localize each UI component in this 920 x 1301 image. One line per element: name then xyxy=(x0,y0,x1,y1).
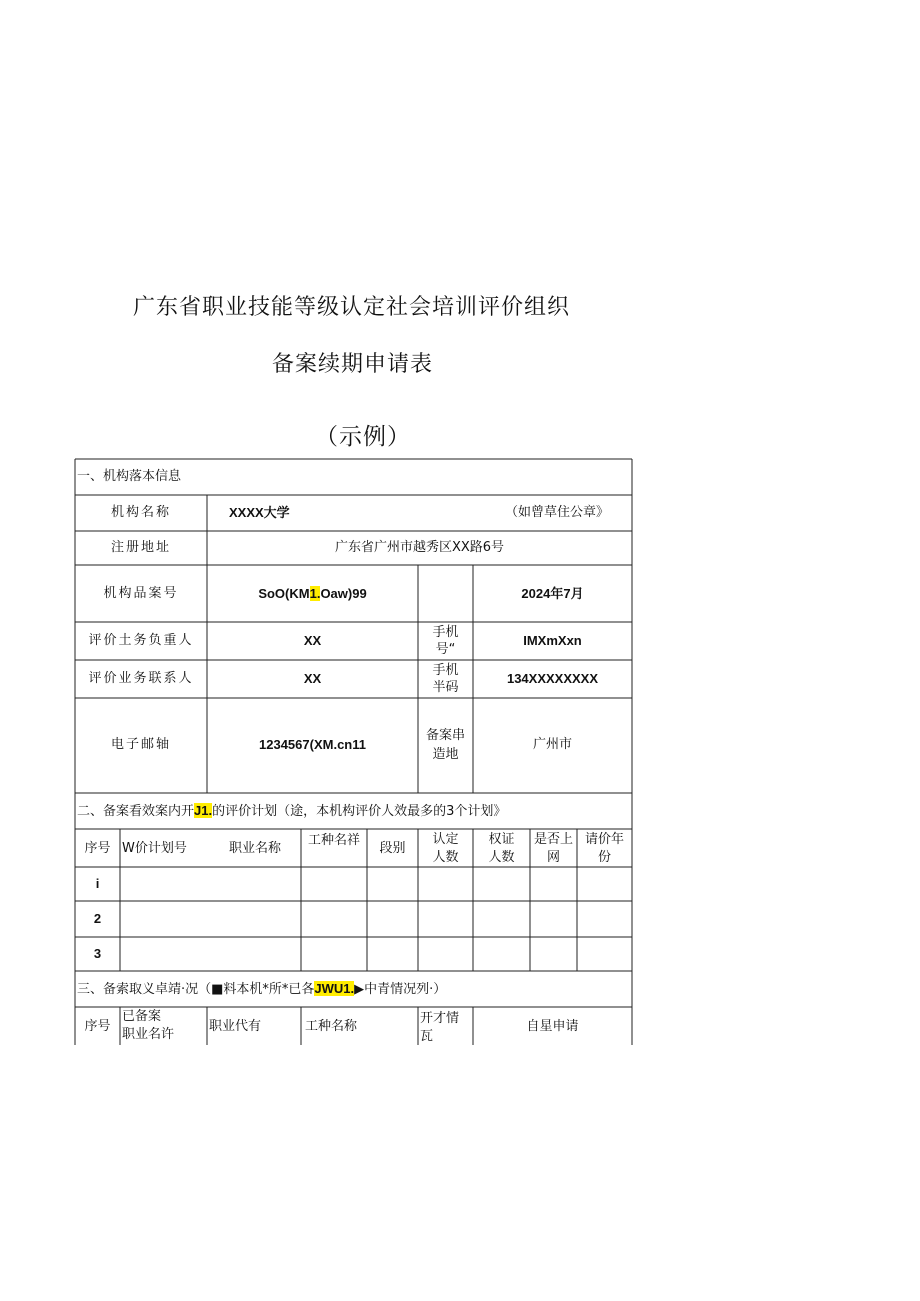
contact-phone-label-1: 手机 xyxy=(432,663,459,678)
record-no-highlight: 1. xyxy=(309,586,321,601)
col-plan-no: W价计划号 xyxy=(122,841,187,856)
col-cert-1: 认定 xyxy=(432,832,459,847)
leader-label: 评价土务负重人 xyxy=(88,633,194,648)
section2-heading xyxy=(77,802,506,821)
leader-phone-label-2: 号“ xyxy=(435,642,456,657)
section2-heading-highlight: J1. xyxy=(194,803,213,818)
example-note: （示例） xyxy=(315,424,411,450)
contact-phone-value: 134XXXXXXXX xyxy=(506,671,599,686)
record-no-part1: SoO(KM xyxy=(258,586,310,601)
leader-phone-label-1: 手机 xyxy=(432,625,459,640)
s3-col-prof-2: 职业名许 xyxy=(122,1027,175,1042)
col-prof-name: 职业名称 xyxy=(229,841,282,856)
seal-note: （如曾草住公章》 xyxy=(505,505,610,520)
s3-col-apply: 自星申请 xyxy=(526,1019,579,1034)
s3-col-no: 序号 xyxy=(84,1019,111,1034)
table-row: 3 xyxy=(93,946,102,961)
col-type-name: 工种名祥 xyxy=(307,833,360,848)
col-year-2: 份 xyxy=(597,850,611,865)
contact-value: XX xyxy=(303,671,322,686)
s3-col-open-1: 开才情 xyxy=(420,1011,460,1026)
contact-label: 评价业务联系人 xyxy=(88,671,194,686)
reg-place-label-2: 造地 xyxy=(432,747,459,762)
col-online-2: 网 xyxy=(546,850,560,865)
s3-col-code: 职业代有 xyxy=(209,1019,262,1034)
record-no-part2: Oaw)99 xyxy=(320,586,367,601)
record-date: 2024年7月 xyxy=(521,586,584,601)
section3-heading-highlight: JWU1. xyxy=(314,981,355,996)
org-name-value: XXXX大学 xyxy=(229,505,290,520)
col-year-1: 请价年 xyxy=(584,832,624,847)
section3-heading-pre: 三、备索取义卓靖·况（■料本机*所*已各 xyxy=(77,982,315,997)
record-no-label: 机构品案号 xyxy=(103,586,179,601)
page-title: 广东省职业技能等级认定社会培训评价组织 xyxy=(133,295,571,320)
contact-phone-label-2: 半码 xyxy=(432,680,459,695)
section3-heading-post: ▶中青情况列·） xyxy=(354,982,447,997)
record-no-value xyxy=(207,585,418,603)
table-row: 2 xyxy=(93,911,102,926)
col-license-2: 人数 xyxy=(488,850,515,865)
section1-heading: 一、机构落本信息 xyxy=(77,469,182,484)
col-online-1: 是否上 xyxy=(533,832,573,847)
leader-value: XX xyxy=(303,633,322,648)
section2-heading-post: 的评价计划（途，本机构评价人效最多的3个计划》 xyxy=(212,804,507,819)
reg-place-value: 广州市 xyxy=(532,737,572,752)
col-no: 序号 xyxy=(84,841,111,856)
section2-heading-pre: 二、备案看效案内开 xyxy=(77,804,195,819)
col-cert-2: 人数 xyxy=(432,850,459,865)
email-value: 1234567(XM.cn11 xyxy=(259,737,366,752)
table-row: i xyxy=(95,876,100,891)
s3-col-type: 工种名称 xyxy=(305,1019,358,1034)
org-name-label: 机构名称 xyxy=(110,505,171,520)
section3-heading xyxy=(77,980,446,999)
col-level: 段别 xyxy=(379,841,406,856)
s3-col-prof-1: 已备案 xyxy=(122,1009,162,1024)
page-subtitle: 备案续期申请表 xyxy=(272,352,434,377)
col-license-1: 权证 xyxy=(488,832,515,847)
address-label: 注册地址 xyxy=(110,540,171,555)
email-label: 电子邮轴 xyxy=(110,737,171,752)
leader-phone-value: IMXmXxn xyxy=(523,633,582,648)
s3-col-open-2: 瓦 xyxy=(420,1029,434,1044)
address-value: 广东省广州市越秀区XX路6号 xyxy=(334,540,505,555)
reg-place-label-1: 备案串 xyxy=(425,728,465,743)
